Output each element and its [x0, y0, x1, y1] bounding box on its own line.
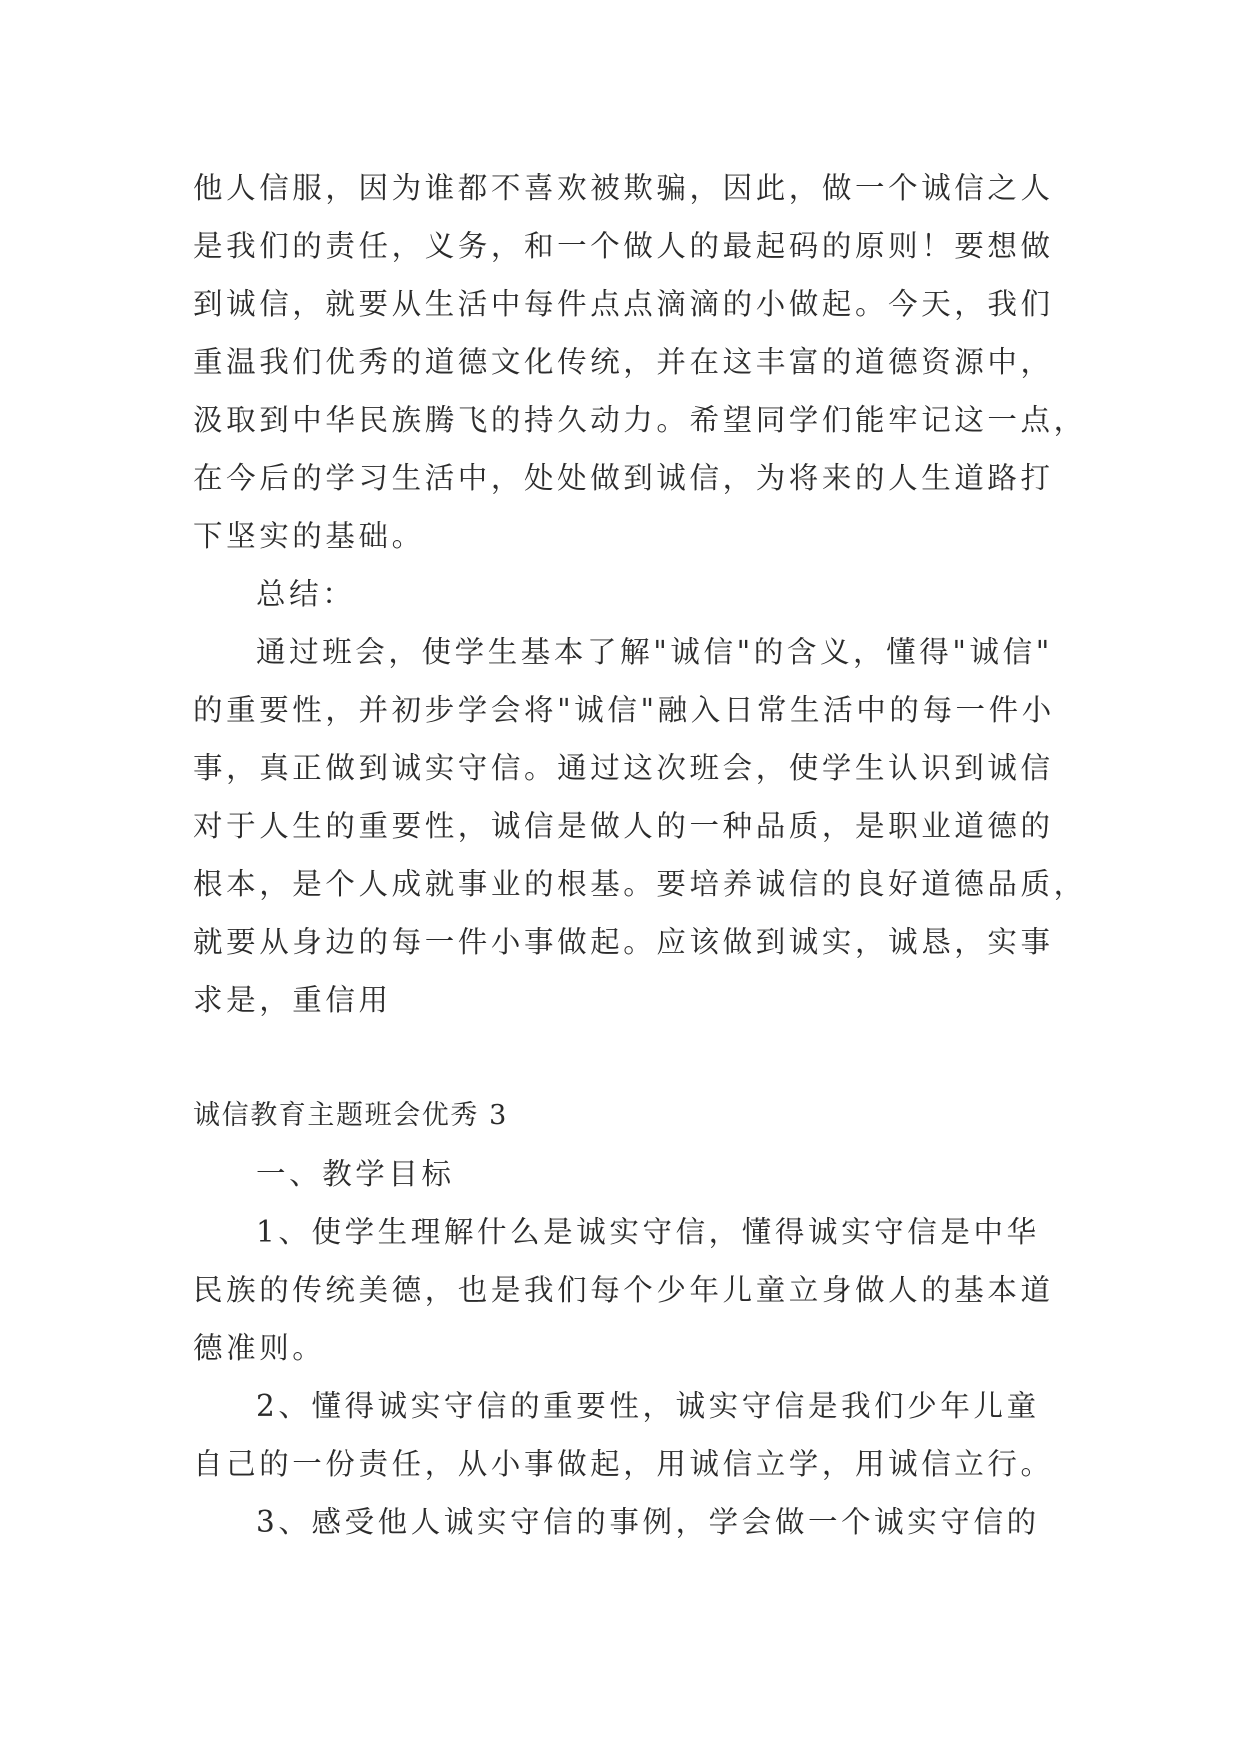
- paragraph-line: 他人信服，因为谁都不喜欢被欺骗，因此，做一个诚信之人: [193, 171, 1054, 205]
- summary-line: 通过班会，使学生基本了解"诚信"的含义，懂得"诚信": [256, 635, 1053, 669]
- summary-line: 对于人生的重要性，诚信是做人的一种品质，是职业道德的: [193, 809, 1054, 843]
- section-title: 诚信教育主题班会优秀 3: [193, 1100, 508, 1131]
- goal-line: 德准则。: [193, 1331, 326, 1365]
- goal-line: 3、感受他人诚实守信的事例，学会做一个诚实守信的: [256, 1505, 1040, 1539]
- goal-line: 1、使学生理解什么是诚实守信，懂得诚实守信是中华: [256, 1215, 1040, 1249]
- goal-line: 自己的一份责任，从小事做起，用诚信立学，用诚信立行。: [193, 1447, 1054, 1481]
- section-subheading: 一、教学目标: [256, 1157, 455, 1191]
- paragraph-line: 下坚实的基础。: [193, 519, 425, 553]
- summary-line: 事，真正做到诚实守信。通过这次班会，使学生认识到诚信: [193, 751, 1054, 785]
- paragraph-line: 到诚信，就要从生活中每件点点滴滴的小做起。今天，我们: [193, 287, 1054, 321]
- paragraph-line: 汲取到中华民族腾飞的持久动力。希望同学们能牢记这一点，: [193, 403, 1087, 437]
- summary-line: 的重要性，并初步学会将"诚信"融入日常生活中的每一件小: [193, 693, 1055, 727]
- paragraph-line: 在今后的学习生活中，处处做到诚信，为将来的人生道路打: [193, 461, 1054, 495]
- goal-line: 2、懂得诚实守信的重要性，诚实守信是我们少年儿童: [256, 1389, 1040, 1423]
- summary-line: 就要从身边的每一件小事做起。应该做到诚实，诚恳，实事: [193, 925, 1054, 959]
- summary-line: 求是，重信用: [193, 983, 392, 1017]
- goal-line: 民族的传统美德，也是我们每个少年儿童立身做人的基本道: [193, 1273, 1054, 1307]
- summary-line: 根本，是个人成就事业的根基。要培养诚信的良好道德品质，: [193, 867, 1087, 901]
- paragraph-line: 是我们的责任，义务，和一个做人的最起码的原则！要想做: [193, 229, 1054, 263]
- paragraph-line: 重温我们优秀的道德文化传统，并在这丰富的道德资源中，: [193, 345, 1054, 379]
- summary-label: 总结：: [256, 577, 356, 611]
